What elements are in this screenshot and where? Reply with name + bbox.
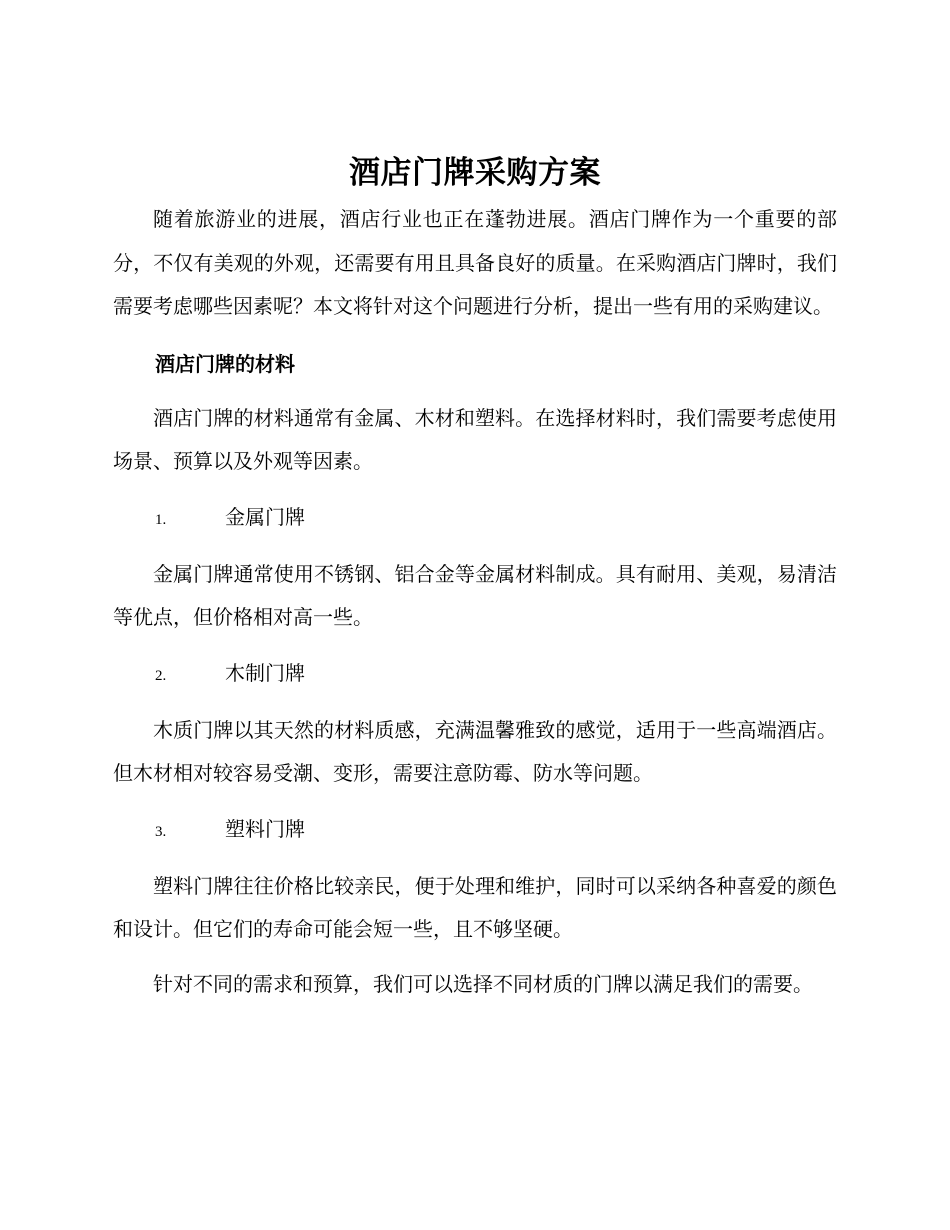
item-description-metal: 金属门牌通常使用不锈钢、铝合金等金属材料制成。具有耐用、美观，易清洁等优点，但价格相对高一些。 (113, 561, 837, 629)
list-number: 3. (155, 823, 167, 840)
item-description-plastic: 塑料门牌往往价格比较亲民，便于处理和维护，同时可以采纳各种喜爱的颜色和设计。但它们的寿命可能会短一些，且不够坚硬。 (113, 873, 837, 941)
document-body (113, 148, 837, 1006)
list-label: 塑料门牌 (225, 816, 305, 841)
section-intro-paragraph: 酒店门牌的材料通常有金属、木材和塑料。在选择材料时，我们需要考虑使用场景、预算以及外观等因素。 (113, 405, 837, 473)
intro-paragraph: 随着旅游业的进展，酒店行业也正在蓬勃进展。酒店门牌作为一个重要的部分，不仅有美观的外观，还需要有用且具备良好的质量。在采购酒店门牌时，我们需要考虑哪些因素呢？本文将针对这个问题进行分析，提出一些有用的采购建议。 (113, 207, 837, 318)
list-number: 1. (155, 511, 167, 528)
list-item-wood (113, 652, 837, 698)
document-title: 酒店门牌采购方案 (349, 155, 601, 191)
list-label: 木制门牌 (225, 660, 305, 685)
item-description-wood: 木质门牌以其天然的材料质感，充满温馨雅致的感觉，适用于一些高端酒店。但木材相对较容易受潮、变形，需要注意防霉、防水等问题。 (113, 717, 837, 785)
list-item-plastic (113, 808, 837, 854)
conclusion-paragraph: 针对不同的需求和预算，我们可以选择不同材质的门牌以满足我们的需要。 (153, 971, 813, 996)
section-heading-materials: 酒店门牌的材料 (155, 351, 295, 376)
list-item-metal (113, 496, 837, 542)
list-number: 2. (155, 667, 167, 684)
list-label: 金属门牌 (225, 504, 305, 529)
